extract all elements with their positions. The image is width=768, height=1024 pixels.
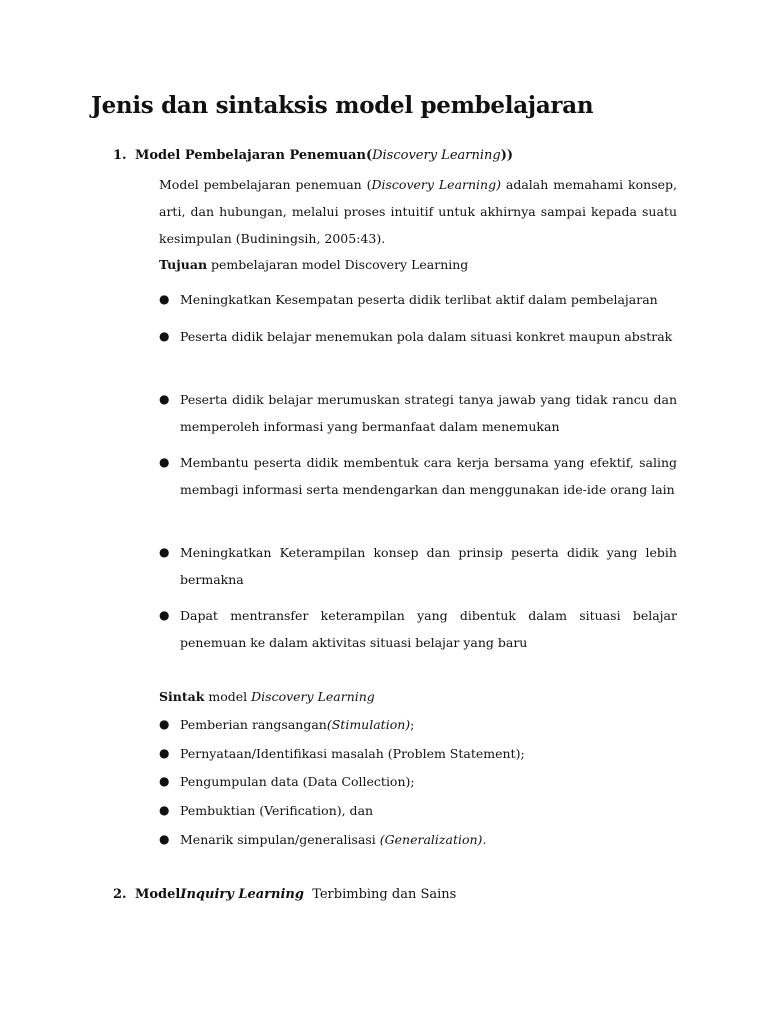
sintak-item-after: ; [410,717,415,732]
bullet-icon: ● [159,774,170,788]
section-2-heading-bold: Model [135,887,181,902]
section-1-number: 1. [113,148,127,163]
section-2-heading-rest: Terbimbing dan Sains [303,887,457,902]
sintak-bold: Sintak [159,689,205,704]
section-1-heading-bold: Model Pembelajaran Penemuan( [135,148,373,163]
tujuan-heading [159,257,468,272]
sintak-item-plain: Pernyataan/Identifikasi masalah (Problem Statement); [180,746,525,761]
sintak-item-text [180,826,677,853]
sintak-item-plain: Pembuktian (Verification), dan [180,803,374,818]
bullet-icon: ● [159,392,170,406]
sintak-item-text [180,711,677,738]
sintak-item-italic: (Stimulation) [326,717,411,732]
bullet-icon: ● [159,329,170,343]
section-2-heading-bold-italic: Inquiry Learning [180,887,304,902]
tujuan-rest: pembelajaran model Discovery Learning [207,257,469,272]
section-2-number: 2. [113,887,127,902]
bullet-icon: ● [159,545,170,559]
section-1-intro [159,171,677,252]
intro-text-a: Model pembelajaran penemuan ( [159,177,372,192]
tujuan-item-text: Membantu peserta didik membentuk cara kerja bersama yang efektif, saling membagi informasi serta mendengarkan dan menggunakan ide-ide orang lain [180,455,677,497]
sintak-item-text [180,768,677,795]
section-1-heading-italic: Discovery Learning [372,148,501,163]
intro-text-italic: Discovery Learning) [371,177,501,192]
sintak-heading [159,689,375,704]
sintak-item-plain: Pengumpulan data (Data Collection); [180,774,415,789]
section-1-heading-end: )) [500,148,514,163]
tujuan-item-text: Peserta didik belajar merumuskan strategi tanya jawab yang tidak rancu dan memperoleh informasi yang bermanfaat dalam menemukan [180,392,677,434]
bullet-icon: ● [159,455,170,469]
intro-text-b: adalah memahami konsep, arti, dan hubungan, melalui proses intuitif untuk akhirnya sampai kepada suatu kesimpulan (Budiningsih, 2005:43). [159,177,677,246]
sintak-italic: Discovery Learning [251,689,375,704]
sintak-item-after: . [482,832,487,847]
tujuan-item-text: Meningkatkan Kesempatan peserta didik terlibat aktif dalam pembelajaran [180,292,658,307]
bullet-icon: ● [159,292,170,306]
tujuan-item-text: Dapat mentransfer keterampilan yang dibentuk dalam situasi belajar penemuan ke dalam aktivitas situasi belajar yang baru [180,608,677,650]
bullet-icon: ● [159,803,170,817]
tujuan-item-text: Peserta didik belajar menemukan pola dalam situasi konkret maupun abstrak [180,329,673,344]
page-title: Jenis dan sintaksis model pembelajaran [91,92,594,119]
section-2-heading [135,887,456,902]
sintak-item-plain: Pemberian rangsangan [180,717,327,732]
sintak-item-italic: (Generalization) [379,832,483,847]
bullet-icon: ● [159,746,170,760]
bullet-icon: ● [159,608,170,622]
sintak-item-text [180,797,677,824]
tujuan-item-text: Meningkatkan Keterampilan konsep dan prinsip peserta didik yang lebih bermakna [180,545,677,587]
sintak-item-text [180,740,677,767]
sintak-rest: model [204,689,252,704]
tujuan-bold: Tujuan [159,257,208,272]
bullet-icon: ● [159,717,170,731]
sintak-item-plain: Menarik simpulan/generalisasi [180,832,380,847]
section-1-heading [135,148,513,163]
bullet-icon: ● [159,832,170,846]
